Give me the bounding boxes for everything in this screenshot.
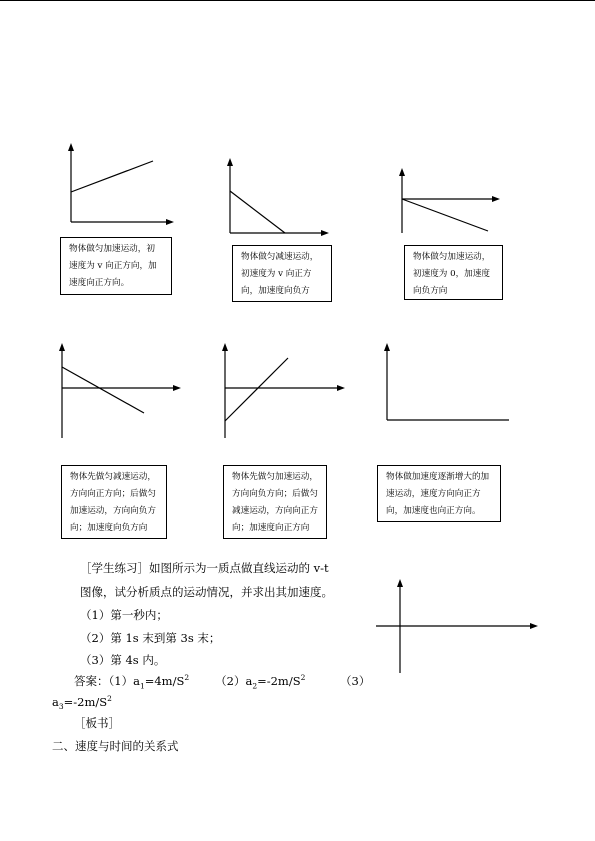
answer-line: [74, 673, 305, 690]
page-top-rule: [0, 0, 595, 1]
caption-graph-4: 物体先做匀减速运动， 方向向正方向；后做匀 加速运动，方向向负方 向；加速度向负方向: [61, 465, 167, 539]
board-note: ［板书］: [74, 716, 120, 730]
a3-prefix: a: [52, 694, 59, 709]
y-axis-arrow: [397, 579, 403, 587]
section-heading: 二、速度与时间的关系式: [52, 739, 179, 753]
exercise-line-2: 图像，试分析质点的运动情况，并求出其加速度。: [80, 585, 333, 599]
caption-graph-6: 物体做加速度逐渐增大的加 速运动，速度方向向正方 向，加速度也向正方向。: [377, 465, 501, 522]
x-axis-arrow: [173, 385, 181, 391]
y-axis-arrow: [59, 343, 65, 351]
x-axis-arrow: [492, 196, 500, 202]
caption-graph-1: 物体做匀加速运动，初 速度为 v 向正方向，加 速度向正方向。: [60, 237, 172, 295]
caption-graph-2: 物体做匀减速运动， 初速度为 v 向正方 向，加速度向负方: [232, 245, 332, 302]
a3-value: =-2m/S: [63, 694, 108, 709]
vt-graph-5: [215, 340, 350, 440]
y-axis-arrow: [384, 343, 390, 351]
answer-prefix: 答案：（1）a: [74, 674, 140, 688]
a3-marker: （3）: [340, 674, 371, 688]
exercise-vt-graph: [372, 575, 542, 675]
y-axis-arrow: [68, 143, 74, 151]
a2-prefix: （2）a: [215, 674, 253, 688]
x-axis-arrow: [321, 230, 329, 236]
vt-graph-4: [52, 340, 187, 440]
vt-graph-6: [377, 340, 517, 425]
vt-graph-3: [392, 163, 512, 243]
y-axis-arrow: [222, 343, 228, 351]
velocity-line: [71, 161, 153, 192]
velocity-line: [230, 191, 285, 233]
x-axis-arrow: [166, 219, 174, 225]
a3-unit-exponent: 2: [107, 694, 112, 703]
a3-subscript: 3: [58, 702, 64, 712]
vt-graph-1: [60, 140, 180, 230]
a1-subscript: 1: [139, 681, 145, 691]
question-3: （3）第 4s 内。: [80, 653, 166, 667]
x-axis-arrow: [530, 623, 538, 629]
velocity-line: [402, 199, 488, 231]
a1-value: =4m/S: [144, 674, 185, 688]
caption-graph-3: 物体做匀加速运动， 初速度为 0，加速度 向负方向: [404, 245, 503, 300]
question-2: （2）第 1s 末到第 3s 末；: [80, 631, 221, 645]
vt-graph-2: [220, 155, 340, 235]
caption-graph-5: 物体先做匀加速运动， 方向向负方向；后做匀 减速运动，方向向正方 向；加速度向正方向: [223, 465, 327, 539]
a1-unit-exponent: 2: [184, 673, 190, 683]
x-axis-arrow: [337, 385, 345, 391]
answer-line-2: [52, 694, 112, 711]
question-1: （1）第一秒内；: [80, 608, 168, 622]
velocity-line: [62, 367, 144, 413]
a2-subscript: 2: [252, 681, 258, 691]
a2-value: =-2m/S: [257, 674, 301, 688]
exercise-line-1: ［学生练习］如图所示为一质点做直线运动的 v-t: [80, 561, 329, 575]
y-axis-arrow: [227, 158, 233, 166]
a2-unit-exponent: 2: [300, 673, 306, 683]
y-axis-arrow: [399, 168, 405, 176]
velocity-line: [225, 358, 288, 421]
